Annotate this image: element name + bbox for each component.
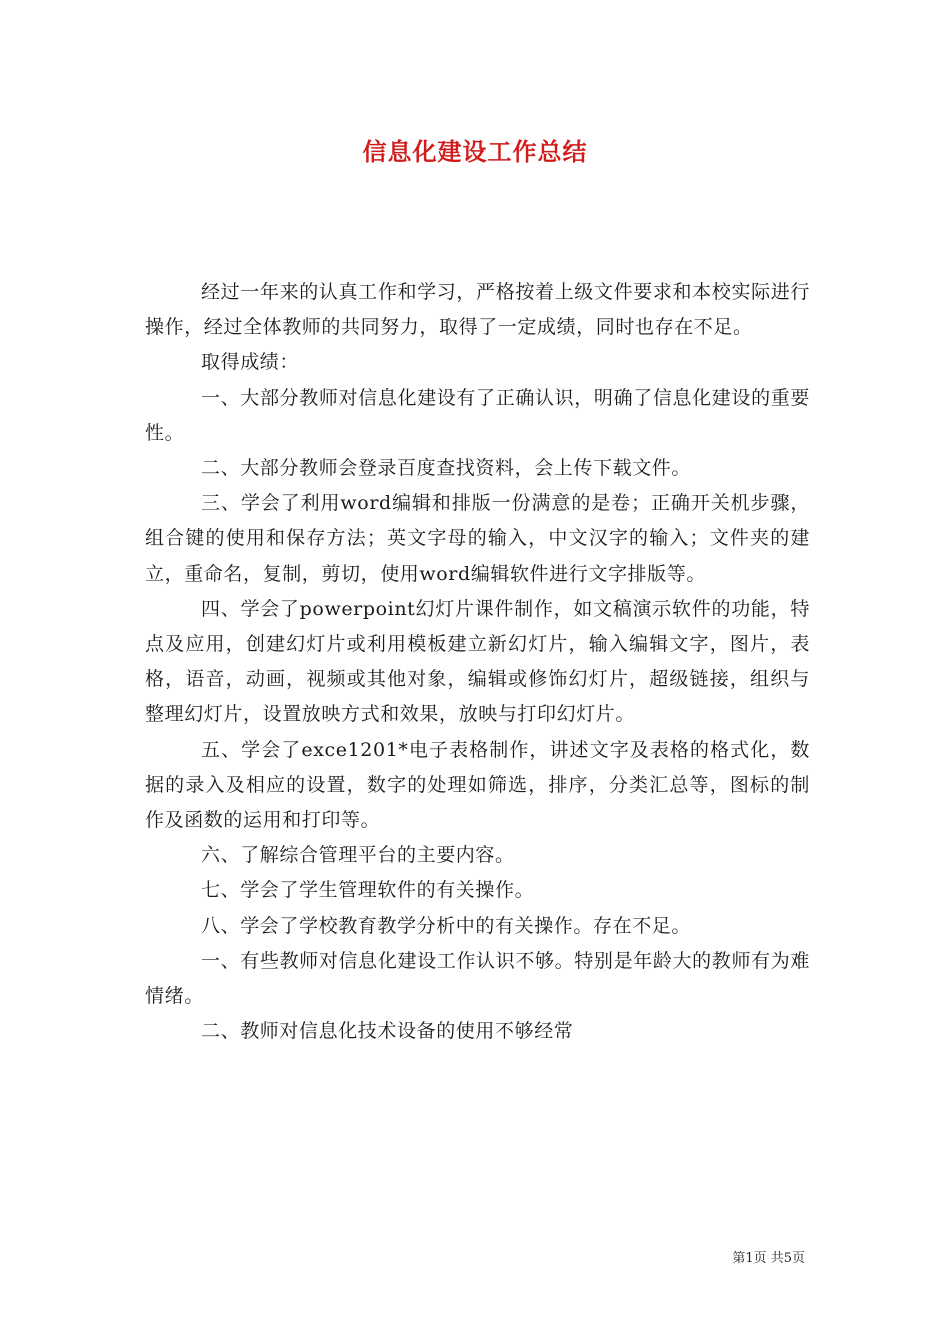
page-number-footer: 第1页 共5页 <box>732 1251 805 1266</box>
document-body <box>145 275 810 1049</box>
paragraph-item-7: 七、学会了学生管理软件的有关操作。 <box>201 879 535 902</box>
paragraph-shortcoming-2: 二、教师对信息化技术设备的使用不够经常 <box>201 1020 574 1043</box>
paragraph-item-1: 一、大部分教师对信息化建设有了正确认识，明确了信息化建设的重要性。 <box>145 386 810 444</box>
paragraph-shortcoming-1: 一、有些教师对信息化建设工作认识不够。特别是年龄大的教师有为难情绪。 <box>145 949 810 1008</box>
document-title: 信息化建设工作总结 <box>362 138 588 166</box>
paragraph-item-4: 四、学会了powerpoint幻灯片课件制作，如文稿演示软件的功能，特点及应用，创建幻灯片或利用模板建立新幻灯片，输入编辑文字，图片，表格，语音，动画，视频或其他对象，编辑或修饰幻灯片，超级链接，组织与整理幻灯片，设置放映方式和效果，放映与打印幻灯片。 <box>145 597 810 726</box>
paragraph-item-3: 三、学会了利用word编辑和排版一份满意的是卷；正确开关机步骤，组合键的使用和保存方法；英文字母的输入，中文汉字的输入；文件夹的建立，重命名，复制，剪切，使用word编辑软件进行文字排版等。 <box>145 492 810 585</box>
paragraph-achievements-heading: 取得成绩： <box>201 351 300 374</box>
paragraph-item-6: 六、了解综合管理平台的主要内容。 <box>201 844 515 867</box>
paragraph-item-8: 八、学会了学校教育教学分析中的有关操作。存在不足。 <box>201 914 692 937</box>
paragraph-item-2: 二、大部分教师会登录百度查找资料，会上传下载文件。 <box>201 457 692 480</box>
paragraph-intro: 经过一年来的认真工作和学习，严格按着上级文件要求和本校实际进行操作，经过全体教师的共同努力，取得了一定成绩，同时也存在不足。 <box>145 281 810 339</box>
paragraph-item-5: 五、学会了exce1201*电子表格制作，讲述文字及表格的格式化，数据的录入及相应的设置，数字的处理如筛选，排序，分类汇总等，图标的制作及函数的运用和打印等。 <box>145 738 810 832</box>
